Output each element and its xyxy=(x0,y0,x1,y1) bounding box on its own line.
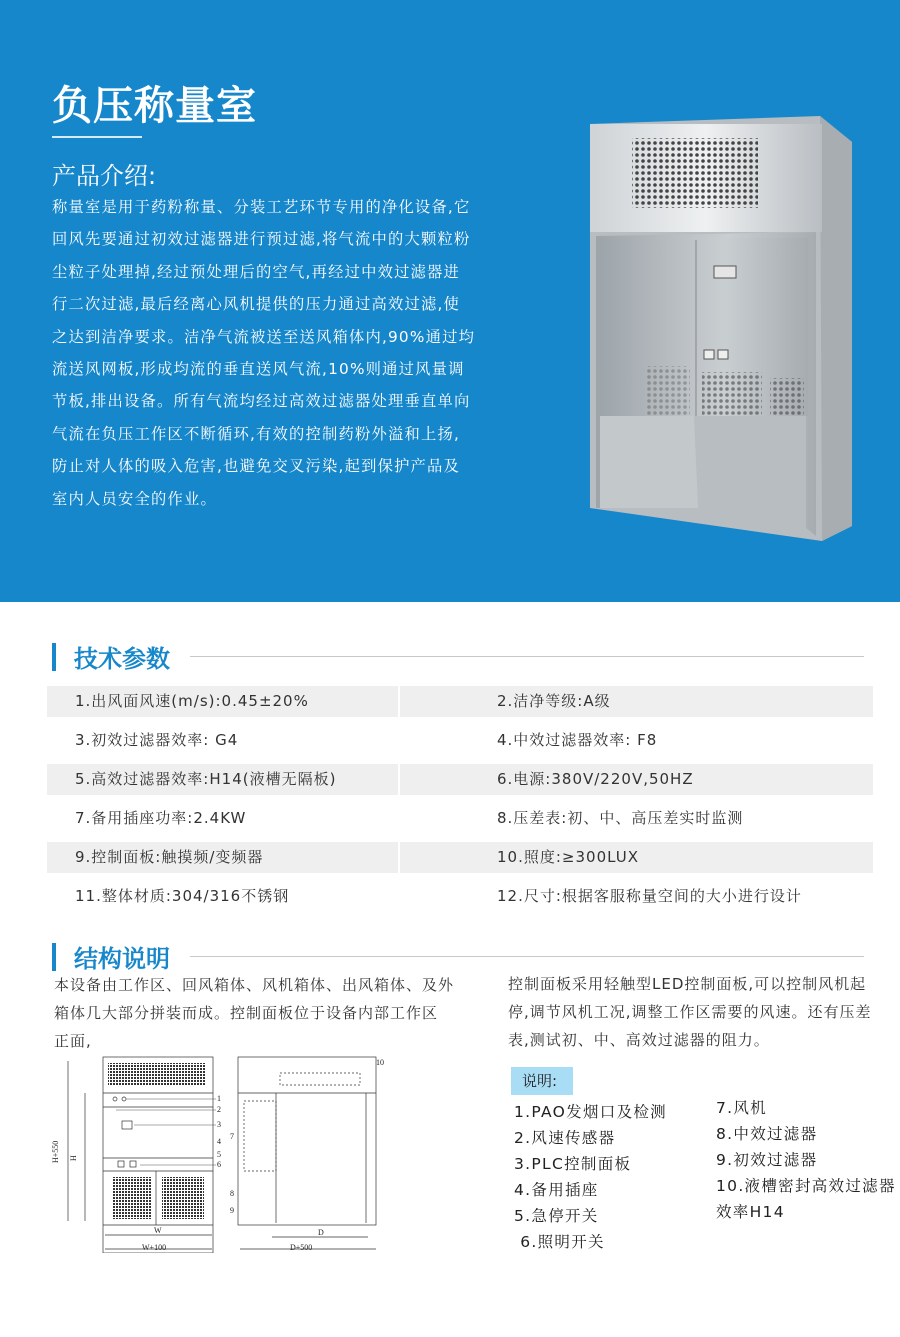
intro-line: 防止对人体的吸入危害,也避免交叉污染,起到保护产品及 xyxy=(52,457,461,476)
note-item: 4.备用插座 xyxy=(514,1181,599,1199)
dim-label: D+500 xyxy=(290,1243,313,1252)
spec-cell: 11.整体材质:304/316不锈钢 xyxy=(75,887,290,905)
intro-line: 室内人员安全的作业。 xyxy=(52,489,217,508)
note-item: 8.中效过滤器 xyxy=(716,1125,818,1143)
callout-2: 2 xyxy=(217,1105,221,1114)
callout-9: 9 xyxy=(230,1206,234,1215)
note-item: 9.初效过滤器 xyxy=(716,1151,818,1169)
note-item: 2.风速传感器 xyxy=(514,1129,616,1147)
specs-table xyxy=(47,686,873,920)
notes-left xyxy=(514,1099,667,1255)
spec-cell: 12.尺寸:根据客服称量空间的大小进行设计 xyxy=(497,887,802,905)
intro-line: 之达到洁净要求。洁净气流被送至送风箱体内,90%通过均 xyxy=(52,327,476,346)
intro-text xyxy=(52,194,502,518)
spec-cell: 8.压差表:初、中、高压差实时监测 xyxy=(497,809,744,827)
callout-3: 3 xyxy=(217,1120,221,1129)
callout-8: 8 xyxy=(230,1189,234,1198)
spec-cell: 5.高效过滤器效率:H14(液槽无隔板) xyxy=(47,764,398,795)
spec-cell: 1.出风面风速(m/s):0.45±20% xyxy=(47,686,398,717)
spec-cell: 3.初效过滤器效率: G4 xyxy=(75,731,239,749)
dim-label: W+100 xyxy=(142,1243,167,1252)
note-item: 3.PLC控制面板 xyxy=(514,1155,632,1173)
spec-cell: 6.电源:380V/220V,50HZ xyxy=(400,764,873,795)
spec-cell: 10.照度:≥300LUX xyxy=(400,842,873,873)
intro-line: 流送风网板,形成均流的垂直送风气流,10%则通过风量调 xyxy=(52,359,465,378)
callout-1: 1 xyxy=(217,1094,221,1103)
table-row xyxy=(47,764,873,795)
intro-line: 节板,排出设备。所有气流均经过高效过滤器处理垂直单向 xyxy=(52,392,471,411)
dim-label: H+550 xyxy=(51,1140,60,1163)
intro-line: 气流在负压工作区不断循环,有效的控制药粉外溢和上扬, xyxy=(52,424,461,443)
structure-desc-left xyxy=(54,971,454,1055)
intro-heading: 产品介绍: xyxy=(52,162,157,190)
divider xyxy=(190,656,864,657)
note-item: 6.照明开关 xyxy=(514,1233,605,1251)
callout-10: 10 xyxy=(376,1058,384,1067)
callout-7: 7 xyxy=(230,1132,234,1141)
text-line: 控制面板采用轻触型LED控制面板,可以控制风机起 xyxy=(508,975,867,993)
text-line: 本设备由工作区、回风箱体、风机箱体、出风箱体、及外 xyxy=(54,976,455,994)
note-item: 效率H14 xyxy=(716,1203,785,1221)
intro-line: 行二次过滤,最后经离心风机提供的压力通过高效过滤,使 xyxy=(52,295,461,314)
spec-cell: 2.洁净等级:A级 xyxy=(400,686,873,717)
text-line: 正面, xyxy=(54,1032,92,1050)
intro-line: 尘粒子处理掉,经过预处理后的空气,再经过中效过滤器进 xyxy=(52,262,461,281)
structure-title: 结构说明 xyxy=(74,945,170,973)
product-image xyxy=(586,116,856,546)
spec-cell: 4.中效过滤器效率: F8 xyxy=(497,731,658,749)
note-item: 5.急停开关 xyxy=(514,1207,599,1225)
note-item: 7.风机 xyxy=(716,1099,767,1117)
callout-4: 4 xyxy=(217,1137,221,1146)
structure-diagram xyxy=(50,1053,400,1253)
structure-desc-right xyxy=(508,970,872,1054)
section-marker xyxy=(52,943,56,971)
text-line: 箱体几大部分拼装而成。控制面板位于设备内部工作区 xyxy=(54,1004,439,1022)
note-item: 1.PAO发烟口及检测 xyxy=(514,1103,667,1121)
table-row xyxy=(47,686,873,717)
text-line: 停,调节风机工况,调整工作区需要的风速。还有压差 xyxy=(508,1003,872,1021)
specs-header xyxy=(52,639,864,674)
dim-label: D xyxy=(318,1228,324,1237)
note-label: 说明: xyxy=(511,1067,573,1095)
divider xyxy=(190,956,864,957)
callout-6: 6 xyxy=(217,1160,221,1169)
structure-header xyxy=(52,939,864,974)
table-row xyxy=(47,803,873,834)
notes-right xyxy=(716,1095,896,1225)
text-line: 表,测试初、中、高效过滤器的阻力。 xyxy=(508,1031,770,1049)
title-underline xyxy=(52,136,142,138)
spec-cell: 7.备用插座功率:2.4KW xyxy=(75,809,247,827)
intro-line: 回风先要通过初效过滤器进行预过滤,将气流中的大颗粒粉 xyxy=(52,230,471,249)
page-title: 负压称量室 xyxy=(52,83,257,129)
table-row xyxy=(47,725,873,756)
specs-title: 技术参数 xyxy=(74,645,170,673)
hero-banner xyxy=(0,0,900,602)
callout-5: 5 xyxy=(217,1150,221,1159)
table-row xyxy=(47,842,873,873)
note-item: 10.液槽密封高效过滤器 xyxy=(716,1177,896,1195)
spec-cell: 9.控制面板:触摸频/变频器 xyxy=(47,842,398,873)
dim-label: W xyxy=(154,1226,162,1235)
intro-line: 称量室是用于药粉称量、分装工艺环节专用的净化设备,它 xyxy=(52,198,471,216)
section-marker xyxy=(52,643,56,671)
table-row xyxy=(47,881,873,912)
dim-label: H xyxy=(69,1155,78,1161)
